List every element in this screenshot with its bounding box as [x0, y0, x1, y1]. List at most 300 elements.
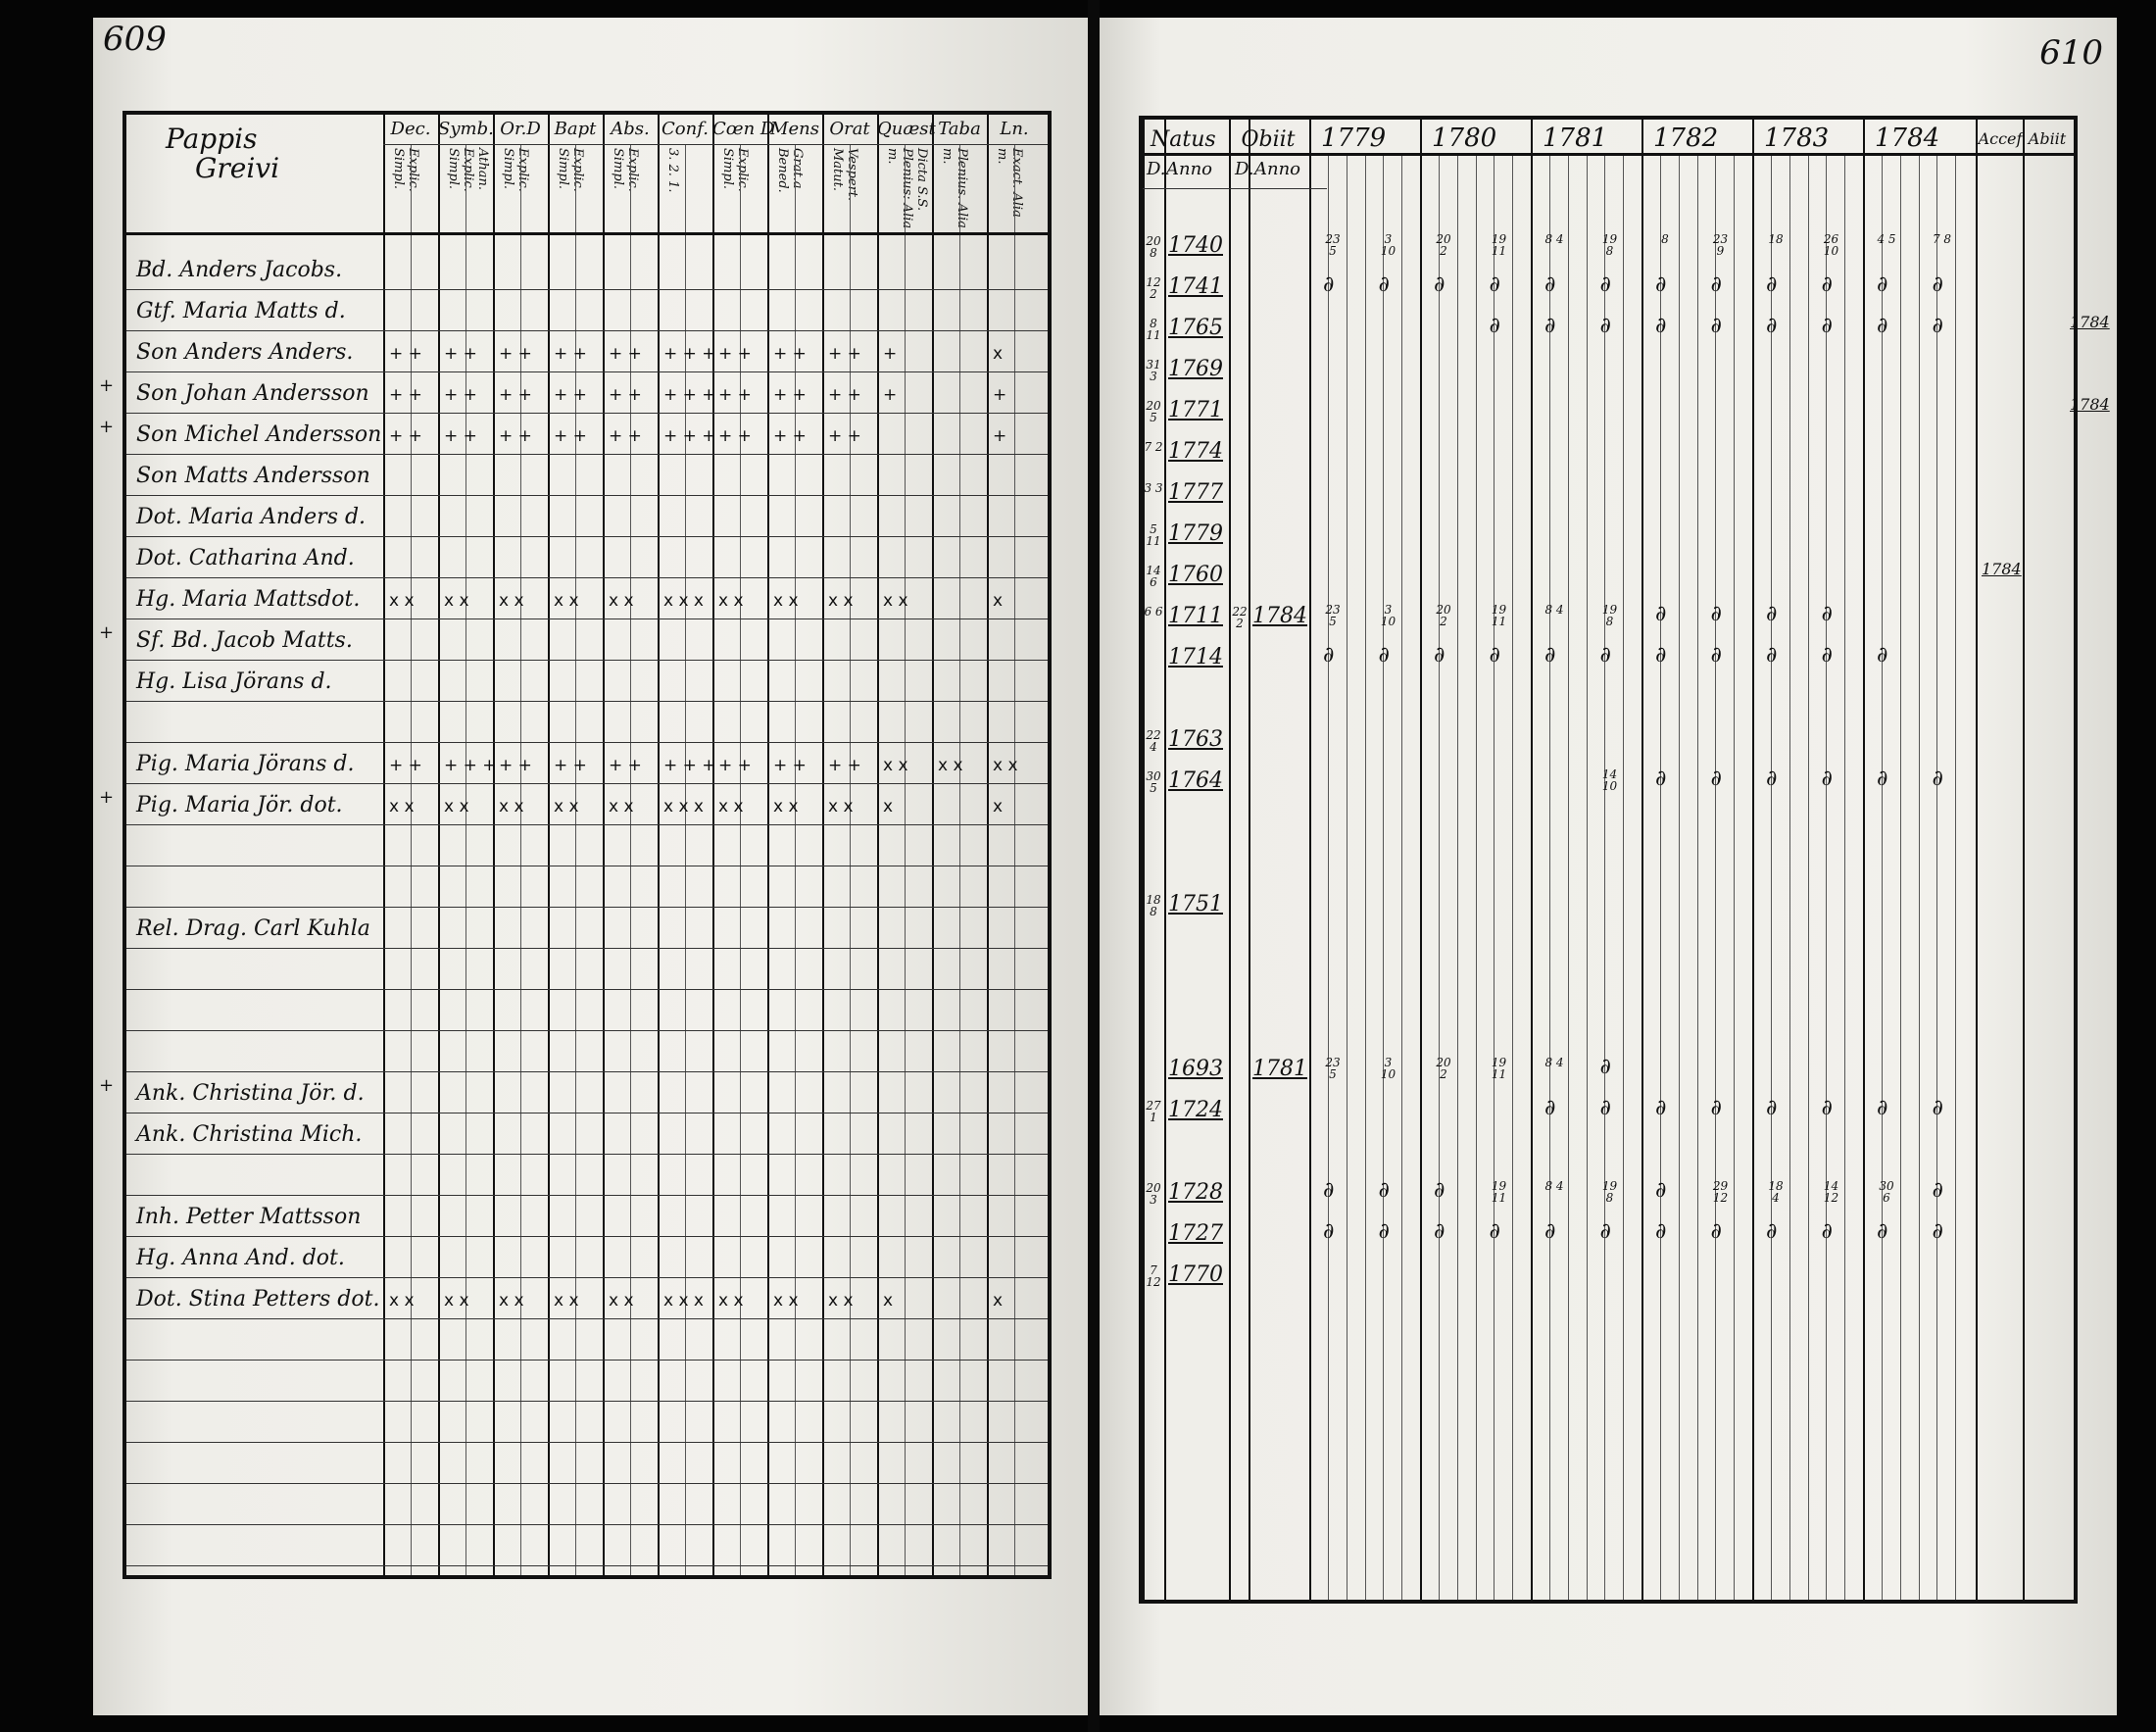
margin-cross: + [99, 787, 115, 808]
communion-mark: ∂ [1323, 1178, 1335, 1203]
communion-mark: ∂ [1821, 1219, 1833, 1244]
resident-name: Dot. Stina Petters dot. [136, 1287, 380, 1311]
knowledge-mark: x x [609, 797, 634, 817]
knowledge-mark: x x [718, 591, 744, 611]
year-subdivider [1697, 155, 1698, 1600]
knowledge-mark: + + [499, 344, 532, 364]
knowledge-mark: + + [444, 385, 477, 405]
communion-mark: ∂ [1877, 1096, 1888, 1120]
birth-year: 1693 [1168, 1057, 1223, 1081]
communion-mark: ∂ [1323, 1219, 1335, 1244]
year-subdivider [1587, 155, 1588, 1600]
left-col-divider [548, 115, 550, 1575]
communion-mark: ∂ [1821, 643, 1833, 668]
death-year: 1781 [1252, 1057, 1307, 1081]
knowledge-mark: + + [773, 756, 807, 775]
left-row-rule [126, 371, 1048, 372]
knowledge-mark: + + + [663, 426, 716, 446]
birth-year: 1765 [1168, 316, 1223, 340]
knowledge-mark: x x [718, 797, 744, 817]
column-subheader: Exact. Alia m. [995, 148, 1024, 218]
year-subdivider [1715, 155, 1716, 1600]
resident-name: Dot. Catharina And. [136, 546, 355, 570]
communion-date: 3 10 [1380, 603, 1396, 628]
birth-day: 6 6 [1144, 605, 1163, 619]
column-subheader: Explic. Simpl. [501, 148, 530, 192]
communion-mark: ∂ [1655, 767, 1667, 791]
communion-mark: ∂ [1932, 272, 1943, 297]
knowledge-mark: + [993, 426, 1007, 446]
communion-mark: ∂ [1489, 1219, 1500, 1244]
left-row-rule [126, 742, 1048, 743]
left-col-divider [438, 115, 440, 1575]
year-subdivider [1734, 155, 1735, 1600]
communion-date: 14 12 [1823, 1179, 1839, 1205]
communion-mark: ∂ [1710, 272, 1722, 297]
communion-date: 29 12 [1712, 1179, 1729, 1205]
year-subdivider [1844, 155, 1845, 1600]
abiit-divider [2023, 120, 2025, 1600]
column-header: Taba [938, 119, 981, 139]
column-subheader: Explic. Simpl. [556, 148, 585, 192]
year-label: 1782 [1653, 124, 1719, 153]
natus-anno-header: Anno [1166, 159, 1213, 179]
birth-day: 20 8 [1146, 234, 1161, 260]
resident-name: Son Johan Andersson [136, 381, 369, 406]
communion-mark: ∂ [1655, 1178, 1667, 1203]
left-catechetical-table [122, 111, 1052, 1579]
knowledge-mark: + [883, 385, 898, 405]
year-subdivider [1660, 155, 1661, 1600]
left-subcol-divider [1014, 144, 1015, 1575]
knowledge-mark: x [993, 591, 1004, 611]
knowledge-mark: x x [609, 591, 634, 611]
margin-cross: + [99, 417, 115, 437]
right-col-divider [1143, 120, 1145, 1600]
communion-mark: ∂ [1599, 314, 1611, 338]
knowledge-mark: + + + [663, 385, 716, 405]
column-header: Bapt [554, 119, 597, 139]
resident-name: Gtf. Maria Matts d. [136, 299, 346, 323]
communion-date: 19 11 [1491, 232, 1507, 258]
communion-mark: ∂ [1323, 643, 1335, 668]
communion-mark: ∂ [1655, 1096, 1667, 1120]
left-row-rule [126, 454, 1048, 455]
column-header: Or.D [500, 119, 541, 139]
year-label: 1783 [1764, 124, 1830, 153]
column-subheader: Grat.a Bened. [775, 148, 805, 193]
knowledge-mark: + + [718, 756, 752, 775]
communion-mark: ∂ [1599, 643, 1611, 668]
resident-name: Son Michel Andersson [136, 422, 382, 447]
obiit-day-header: D. [1235, 159, 1254, 179]
year-subdivider [1936, 155, 1937, 1600]
birth-day: 5 11 [1146, 522, 1161, 548]
year-divider [1752, 120, 1754, 1600]
communion-mark: ∂ [1932, 1178, 1943, 1203]
communion-mark: ∂ [1877, 314, 1888, 338]
communion-mark: ∂ [1766, 602, 1778, 626]
left-row-rule [126, 660, 1048, 661]
obiit-header: Obiit [1241, 127, 1296, 152]
year-subdivider [1789, 155, 1790, 1600]
knowledge-mark: x x [828, 797, 854, 817]
column-header: Orat [829, 119, 870, 139]
communion-date: 30 6 [1879, 1179, 1894, 1205]
column-subheader: Vespert. Matut. [830, 148, 859, 202]
communion-date: 3 10 [1380, 1056, 1396, 1081]
accessit-divider [1976, 120, 1978, 1600]
left-col-divider [932, 115, 934, 1575]
year-subdivider [1365, 155, 1366, 1600]
year-subdivider [1383, 155, 1384, 1600]
parish-heading [166, 124, 279, 183]
column-header: Conf. [662, 119, 709, 139]
birth-year: 1711 [1168, 604, 1223, 628]
left-row-rule [126, 1524, 1048, 1525]
resident-name: Ank. Christina Jör. d. [136, 1081, 365, 1106]
communion-mark: ∂ [1710, 643, 1722, 668]
year-subdivider [1808, 155, 1809, 1600]
column-subheader: Athan. Explic. Simpl. [446, 148, 490, 192]
communion-mark: ∂ [1434, 643, 1446, 668]
birth-year: 1771 [1168, 398, 1223, 422]
knowledge-mark: x x [993, 756, 1018, 775]
communion-mark: ∂ [1599, 1219, 1611, 1244]
left-row-rule [126, 783, 1048, 784]
year-divider [1863, 120, 1865, 1600]
left-row-rule [126, 701, 1048, 702]
left-row-rule [126, 1030, 1048, 1031]
communion-date: 7 8 [1932, 232, 1952, 246]
communion-mark: ∂ [1544, 1096, 1556, 1120]
communion-mark: ∂ [1655, 1219, 1667, 1244]
birth-year: 1763 [1168, 727, 1223, 752]
column-header: Ln. [1000, 119, 1029, 139]
resident-name: Pig. Maria Jörans d. [136, 752, 355, 776]
birth-year: 1724 [1168, 1098, 1223, 1122]
column-header: Mens [770, 119, 819, 139]
knowledge-mark: + + [718, 426, 752, 446]
knowledge-mark: x [883, 1291, 894, 1311]
left-col-divider [658, 115, 660, 1575]
left-row-rule [126, 1565, 1048, 1566]
year-subdivider [1882, 155, 1883, 1600]
knowledge-mark: x x [389, 591, 415, 611]
communion-mark: ∂ [1489, 272, 1500, 297]
birth-day: 12 2 [1146, 275, 1161, 301]
knowledge-mark: + + [609, 385, 642, 405]
knowledge-mark: + + [773, 426, 807, 446]
knowledge-mark: x x [499, 591, 524, 611]
left-row-rule [126, 1360, 1048, 1361]
left-row-rule [126, 948, 1048, 949]
right-header-bottom [1143, 188, 1327, 189]
communion-date: 19 11 [1491, 1179, 1507, 1205]
knowledge-mark: x x [499, 797, 524, 817]
left-row-rule [126, 1277, 1048, 1278]
natus-header: Natus [1151, 127, 1216, 152]
right-header-rule [1143, 153, 2074, 156]
knowledge-mark: x [993, 344, 1004, 364]
year-subdivider [1604, 155, 1605, 1600]
knowledge-mark: x x [773, 591, 799, 611]
communion-date: 23 5 [1325, 603, 1341, 628]
right-page [1100, 18, 2117, 1715]
margin-cross: + [99, 1075, 115, 1096]
margin-cross: + [99, 375, 115, 396]
year-subdivider [1401, 155, 1402, 1600]
knowledge-mark: x x [718, 1291, 744, 1311]
knowledge-mark: x x [609, 1291, 634, 1311]
left-subcol-divider [905, 144, 906, 1575]
communion-date: 19 11 [1491, 603, 1507, 628]
death-day: 22 2 [1232, 605, 1248, 630]
margin-year-note: 1784 [2070, 313, 2110, 331]
knowledge-mark: + + + [663, 344, 716, 364]
column-subheader: Explic. Simpl. [611, 148, 640, 192]
knowledge-mark: x x [773, 1291, 799, 1311]
communion-mark: ∂ [1544, 1219, 1556, 1244]
communion-date: 19 8 [1601, 603, 1618, 628]
communion-mark: ∂ [1378, 643, 1390, 668]
column-header: Cœn D [712, 119, 775, 139]
knowledge-mark: + + [389, 426, 422, 446]
abiit-header: Abiit [2028, 129, 2067, 148]
knowledge-mark: x x [883, 591, 908, 611]
communion-mark: ∂ [1599, 1096, 1611, 1120]
year-divider [1420, 120, 1422, 1600]
parish-line-2: Greivi [195, 152, 280, 184]
column-header: Dec. [390, 119, 431, 139]
birth-day: 31 3 [1146, 358, 1161, 383]
communion-mark: ∂ [1766, 1096, 1778, 1120]
parish-line-1: Pappis [166, 123, 258, 155]
left-subcol-divider [959, 144, 960, 1575]
knowledge-mark: x x [554, 1291, 579, 1311]
communion-mark: ∂ [1323, 272, 1335, 297]
knowledge-mark: + + [499, 426, 532, 446]
birth-year: 1774 [1168, 439, 1223, 464]
knowledge-mark: x x [444, 591, 469, 611]
birth-day: 20 3 [1146, 1181, 1161, 1207]
knowledge-mark: + + [444, 426, 477, 446]
communion-mark: ∂ [1877, 767, 1888, 791]
communion-mark: ∂ [1710, 767, 1722, 791]
knowledge-mark: x x [389, 797, 415, 817]
birth-year: 1751 [1168, 892, 1223, 916]
left-row-rule [126, 907, 1048, 908]
knowledge-mark: + + [609, 426, 642, 446]
right-col-divider [1229, 120, 1231, 1600]
obiit-anno-header: Anno [1254, 159, 1301, 179]
communion-date: 20 2 [1436, 1056, 1451, 1081]
communion-date: 18 [1768, 232, 1784, 246]
column-subheader: Explic. Simpl. [391, 148, 420, 192]
communion-mark: ∂ [1877, 272, 1888, 297]
communion-mark: ∂ [1877, 643, 1888, 668]
left-row-rule [126, 1236, 1048, 1237]
communion-mark: ∂ [1821, 1096, 1833, 1120]
resident-name: Bd. Anders Jacobs. [136, 258, 343, 282]
communion-mark: ∂ [1766, 643, 1778, 668]
communion-mark: ∂ [1655, 314, 1667, 338]
left-col-divider [822, 115, 824, 1575]
communion-mark: ∂ [1710, 314, 1722, 338]
birth-year: 1728 [1168, 1180, 1223, 1205]
communion-date: 14 10 [1601, 767, 1618, 793]
communion-date: 4 5 [1877, 232, 1896, 246]
communion-mark: ∂ [1932, 767, 1943, 791]
left-row-rule [126, 1154, 1048, 1155]
left-row-rule [126, 1401, 1048, 1402]
knowledge-mark: + + + [663, 756, 716, 775]
left-header-bottom [126, 232, 1048, 235]
right-col-divider [1164, 120, 1166, 1600]
communion-mark: ∂ [1489, 314, 1500, 338]
communion-date: 8 [1661, 232, 1669, 246]
knowledge-mark: + + [389, 756, 422, 775]
knowledge-mark: + + [718, 344, 752, 364]
communion-mark: ∂ [1599, 1055, 1611, 1079]
year-label: 1779 [1321, 124, 1387, 153]
natus-day-header: D. [1147, 159, 1166, 179]
year-subdivider [1328, 155, 1329, 1600]
communion-mark: ∂ [1544, 272, 1556, 297]
year-subdivider [1512, 155, 1513, 1600]
communion-mark: ∂ [1599, 272, 1611, 297]
knowledge-mark: x x [883, 756, 908, 775]
year-subdivider [1549, 155, 1550, 1600]
birth-day: 27 1 [1146, 1099, 1161, 1124]
year-subdivider [1439, 155, 1440, 1600]
birth-day: 8 11 [1146, 317, 1161, 342]
communion-mark: ∂ [1932, 1219, 1943, 1244]
column-subheader: Explic. Simpl. [720, 148, 750, 192]
margin-cross: + [99, 622, 115, 643]
margin-year-note: 1784 [1982, 560, 2022, 578]
right-page-number: 610 [2039, 33, 2103, 73]
resident-name: Dot. Maria Anders d. [136, 505, 367, 529]
birth-year: 1741 [1168, 274, 1223, 299]
left-row-rule [126, 536, 1048, 537]
knowledge-mark: + + [828, 426, 861, 446]
year-subdivider [1347, 155, 1348, 1600]
communion-date: 19 8 [1601, 232, 1618, 258]
knowledge-mark: + + [554, 344, 587, 364]
year-subdivider [1457, 155, 1458, 1600]
communion-mark: ∂ [1932, 1096, 1943, 1120]
communion-mark: ∂ [1821, 602, 1833, 626]
knowledge-mark: x [993, 797, 1004, 817]
communion-date: 20 2 [1436, 603, 1451, 628]
knowledge-mark: x x [444, 797, 469, 817]
year-subdivider [1568, 155, 1569, 1600]
communion-date: 23 5 [1325, 232, 1341, 258]
left-page [93, 18, 1088, 1715]
column-subheader: Plenius. Alia m. [940, 148, 969, 228]
birth-day: 20 5 [1146, 399, 1161, 424]
death-year: 1784 [1252, 604, 1307, 628]
communion-mark: ∂ [1378, 1178, 1390, 1203]
birth-year: 1740 [1168, 233, 1223, 258]
communion-mark: ∂ [1434, 1219, 1446, 1244]
year-subdivider [1679, 155, 1680, 1600]
communion-date: 19 11 [1491, 1056, 1507, 1081]
knowledge-mark: x x [828, 1291, 854, 1311]
birth-year: 1777 [1168, 480, 1223, 505]
communion-mark: ∂ [1766, 272, 1778, 297]
year-subdivider [1476, 155, 1477, 1600]
birth-year: 1714 [1168, 645, 1223, 669]
birth-year: 1770 [1168, 1262, 1223, 1287]
communion-mark: ∂ [1710, 602, 1722, 626]
communion-mark: ∂ [1710, 1219, 1722, 1244]
communion-date: 19 8 [1601, 1179, 1618, 1205]
year-subdivider [1900, 155, 1901, 1600]
knowledge-mark: x x [554, 797, 579, 817]
knowledge-mark: x x [499, 1291, 524, 1311]
communion-date: 23 5 [1325, 1056, 1341, 1081]
communion-mark: ∂ [1378, 1219, 1390, 1244]
knowledge-mark: + + [828, 756, 861, 775]
communion-date: 23 9 [1712, 232, 1729, 258]
knowledge-mark: + + [773, 385, 807, 405]
communion-date: 8 4 [1544, 1056, 1564, 1069]
column-header: Symb. [438, 119, 494, 139]
birth-day: 30 5 [1146, 769, 1161, 795]
year-subdivider [1826, 155, 1827, 1600]
knowledge-mark: + + [554, 756, 587, 775]
knowledge-mark: + + [828, 344, 861, 364]
knowledge-mark: x x [389, 1291, 415, 1311]
left-row-rule [126, 824, 1048, 825]
year-subdivider [1623, 155, 1624, 1600]
resident-name: Hg. Maria Mattsdot. [136, 587, 361, 612]
knowledge-mark: x x [554, 591, 579, 611]
left-row-rule [126, 577, 1048, 578]
left-col-divider [987, 115, 989, 1575]
communion-mark: ∂ [1932, 314, 1943, 338]
book-spine [1088, 0, 1100, 1732]
knowledge-mark: x [883, 797, 894, 817]
resident-name: Son Matts Andersson [136, 464, 370, 488]
communion-mark: ∂ [1821, 767, 1833, 791]
communion-mark: ∂ [1821, 272, 1833, 297]
birth-day: 7 12 [1146, 1263, 1161, 1289]
column-header: Abs. [611, 119, 650, 139]
knowledge-mark: x x x [663, 591, 704, 611]
communion-date: 8 4 [1544, 1179, 1564, 1193]
communion-date: 8 4 [1544, 603, 1564, 617]
knowledge-mark: + + [609, 344, 642, 364]
resident-name: Hg. Anna And. dot. [136, 1246, 345, 1270]
left-col-divider [877, 115, 879, 1575]
left-col-divider [767, 115, 769, 1575]
birth-year: 1760 [1168, 563, 1223, 587]
year-divider [1642, 120, 1643, 1600]
left-col-divider [493, 115, 495, 1575]
knowledge-mark: + + [554, 385, 587, 405]
communion-mark: ∂ [1821, 314, 1833, 338]
communion-date: 26 10 [1823, 232, 1839, 258]
communion-mark: ∂ [1877, 1219, 1888, 1244]
birth-day: 22 4 [1146, 728, 1161, 754]
communion-mark: ∂ [1655, 272, 1667, 297]
left-row-rule [126, 1318, 1048, 1319]
birth-day: 3 3 [1144, 481, 1163, 495]
communion-mark: ∂ [1434, 272, 1446, 297]
